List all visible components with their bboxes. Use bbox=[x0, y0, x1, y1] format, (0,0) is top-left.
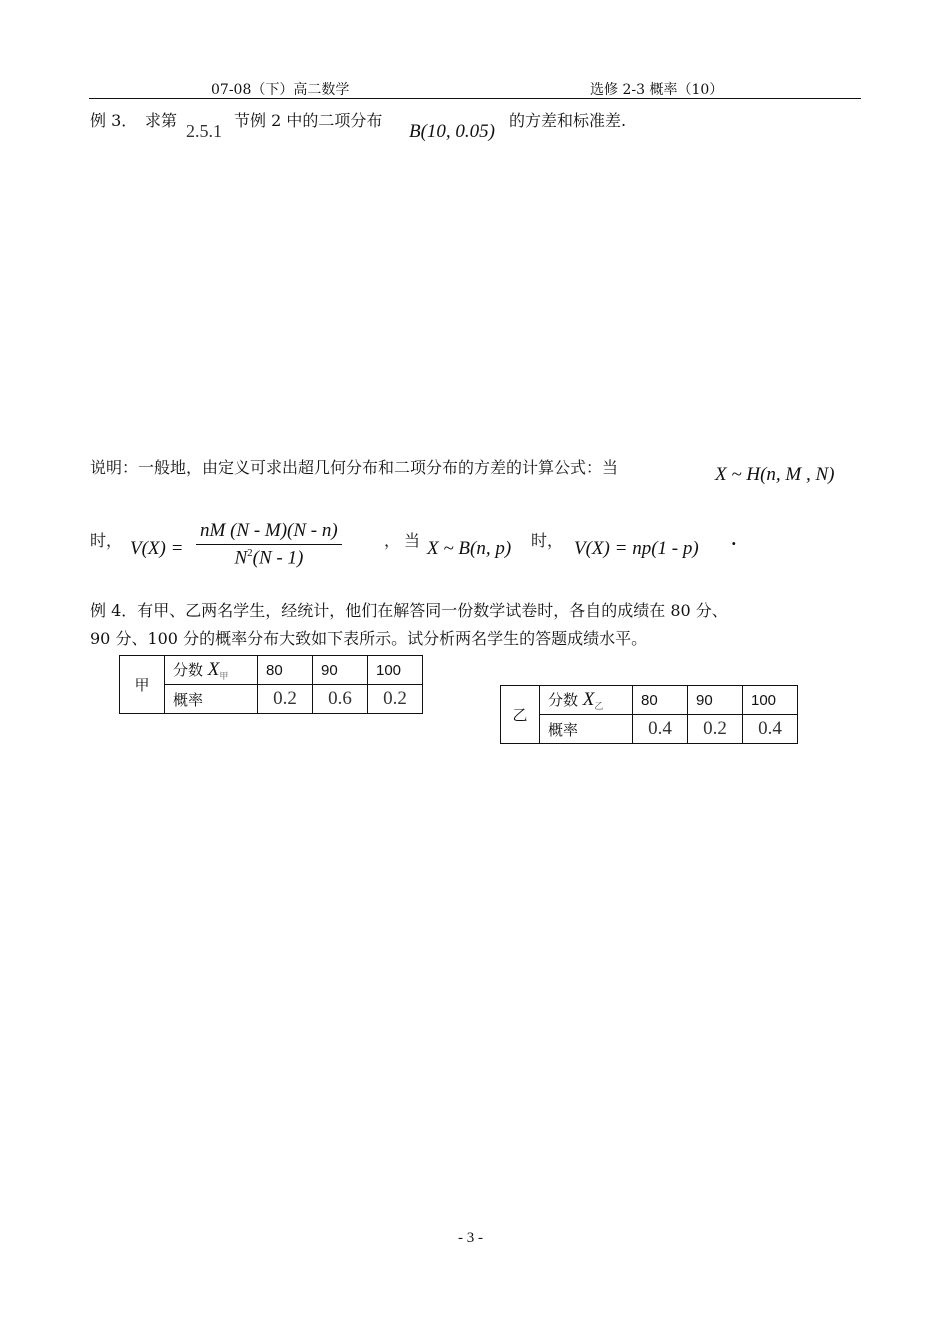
header-rule bbox=[89, 98, 861, 99]
note-hypergeometric-variance-fraction bbox=[196, 520, 342, 569]
note-comma: ， bbox=[384, 531, 401, 550]
score-cell: 80 bbox=[258, 656, 313, 685]
score-label-cell: 分数 $X_乙$ bbox=[540, 686, 633, 715]
probability-cell: 0.4 bbox=[633, 715, 688, 744]
probability-cell: 0.6 bbox=[313, 685, 368, 714]
note-line-1: 说明：一般地，由定义可求出超几何分布和二项分布的方差的计算公式：当 bbox=[90, 458, 619, 477]
example4-line-1: 例 4．有甲、乙两名学生，经统计，他们在解答同一份数学试卷时，各自的成绩在 80 分、 bbox=[90, 601, 728, 620]
table-row-head: 乙 bbox=[501, 686, 540, 744]
probability-cell: 0.4 bbox=[743, 715, 798, 744]
distribution-table-yi bbox=[500, 685, 798, 744]
example3-distribution: B(10, 0.05) bbox=[409, 121, 496, 142]
score-cell: 80 bbox=[633, 686, 688, 715]
probability-cell: 0.2 bbox=[258, 685, 313, 714]
example3-label: 例 3． bbox=[90, 111, 138, 130]
example3-text-2: 节例 2 中的二项分布 bbox=[234, 111, 383, 130]
score-cell: 100 bbox=[743, 686, 798, 715]
probability-label-cell: 概率 bbox=[165, 685, 258, 714]
score-cell: 90 bbox=[688, 686, 743, 715]
fraction-numerator: nM (N - M)(N - n) bbox=[196, 520, 342, 545]
score-cell: 100 bbox=[368, 656, 423, 685]
page-number: - 3 - bbox=[458, 1230, 483, 1246]
note-binomial-variance: V(X) = np(1 - p) bbox=[574, 538, 699, 559]
note-dang: 当 bbox=[404, 531, 421, 550]
note-period: . bbox=[731, 530, 737, 549]
note-shi-1: 时， bbox=[90, 531, 123, 550]
note-binomial-condition: X ~ B(n, p) bbox=[427, 538, 512, 559]
header-left: 07-08（下）高二数学 bbox=[211, 82, 350, 98]
note-shi-2: 时， bbox=[531, 531, 564, 550]
score-cell: 90 bbox=[313, 656, 368, 685]
example3-section: 2.5.1 bbox=[186, 121, 222, 141]
score-label-cell: 分数 $X_甲$ bbox=[165, 656, 258, 685]
example3-text-1: 求第 bbox=[145, 111, 178, 130]
probability-cell: 0.2 bbox=[688, 715, 743, 744]
fraction-denominator: $N^2(N - 1)$ bbox=[234, 547, 304, 569]
distribution-table-jia bbox=[119, 655, 423, 714]
note-hypergeometric-condition: X ~ H(n, M , N) bbox=[715, 464, 835, 485]
note-variance-lhs: V(X) = bbox=[130, 538, 184, 559]
probability-label-cell: 概率 bbox=[540, 715, 633, 744]
example4-line-2: 90 分、100 分的概率分布大致如下表所示。试分析两名学生的答题成绩水平。 bbox=[90, 629, 648, 648]
probability-cell: 0.2 bbox=[368, 685, 423, 714]
example3-text-3: 的方差和标准差. bbox=[509, 111, 627, 130]
table-row-head: 甲 bbox=[120, 656, 165, 714]
header-right: 选修 2-3 概率（10） bbox=[590, 82, 724, 98]
